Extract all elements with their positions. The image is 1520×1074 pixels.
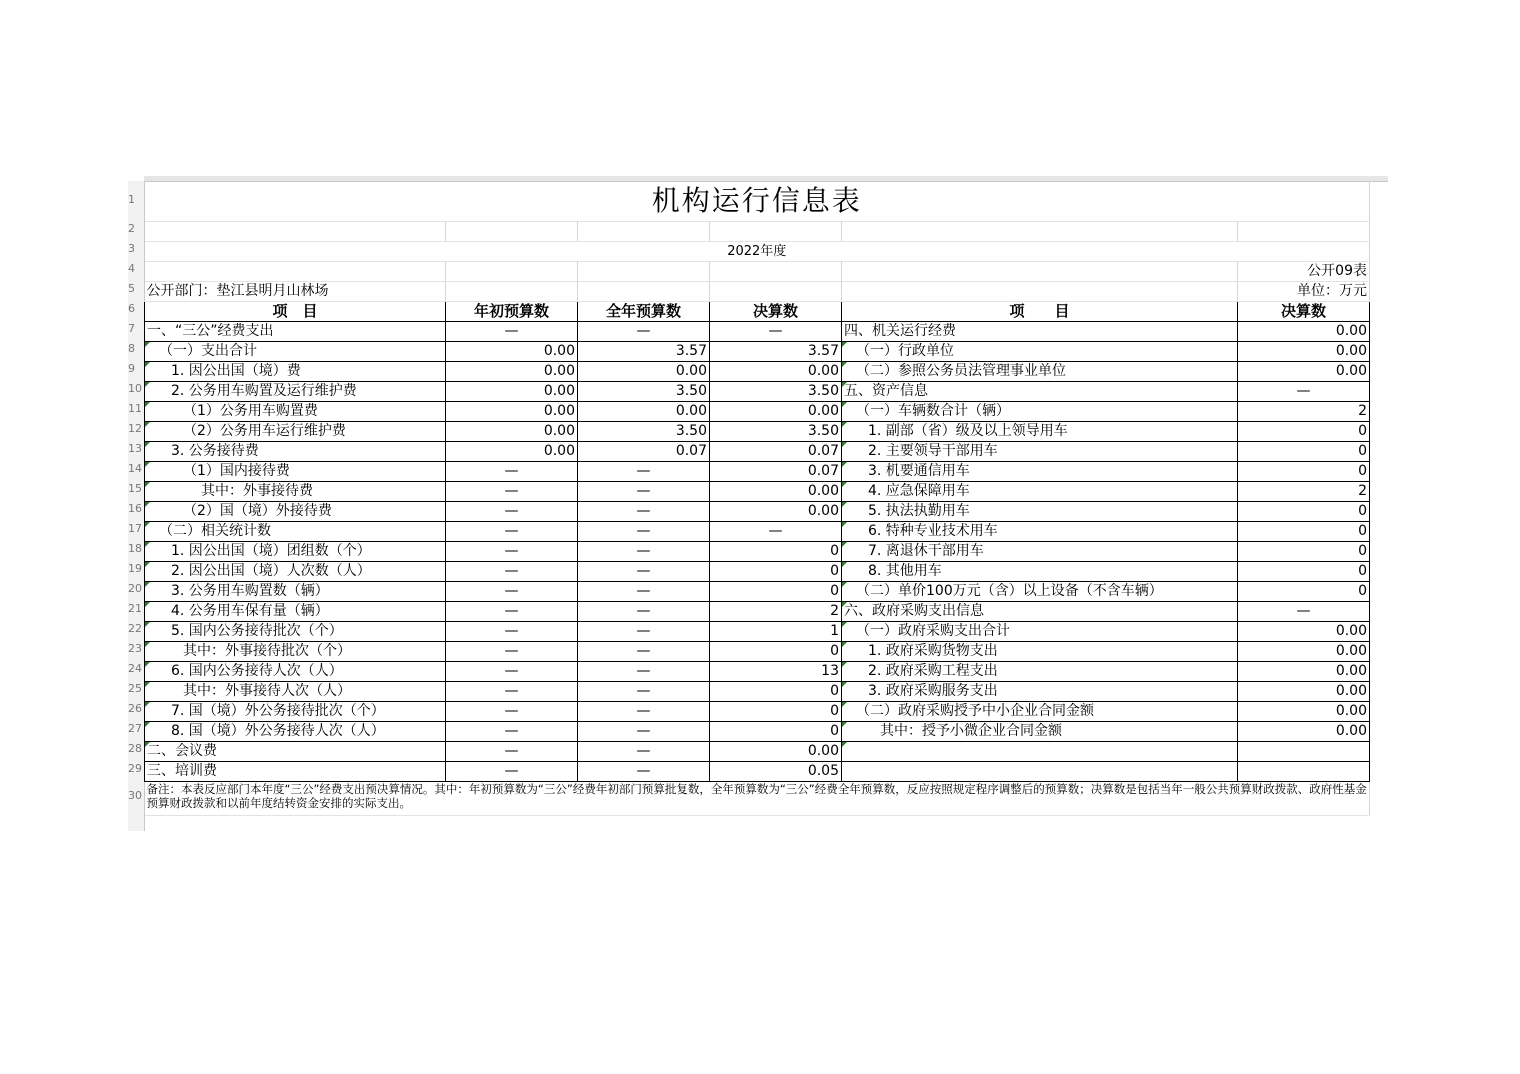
row-full-budget: — [578, 582, 710, 602]
row-final: 13 [710, 662, 842, 682]
row-initial-budget: — [446, 582, 578, 602]
row-final-right: 0.00 [1238, 682, 1370, 702]
table-row [145, 562, 1370, 582]
row-item-right: 3. 政府采购服务支出 [842, 682, 1238, 702]
row-final-right: 0 [1238, 542, 1370, 562]
row-final-right: 0 [1238, 422, 1370, 442]
table-row [145, 382, 1370, 402]
row-item-right: （二）单价100万元（含）以上设备（不含车辆） [842, 582, 1238, 602]
row-final: 0 [710, 542, 842, 562]
table-row [145, 402, 1370, 422]
row-initial-budget: — [446, 562, 578, 582]
row-full-budget: — [578, 762, 710, 782]
row-header-strip [128, 181, 145, 831]
row-initial-budget: — [446, 462, 578, 482]
table-row [145, 642, 1370, 662]
row-item: 3. 公务用车购置数（辆） [145, 582, 446, 602]
row-item-right: 1. 政府采购货物支出 [842, 642, 1238, 662]
row-item-right: （一）车辆数合计（辆） [842, 402, 1238, 422]
row-initial-budget: — [446, 682, 578, 702]
header-final-right: 决算数 [1238, 302, 1370, 322]
row-final: 0 [710, 642, 842, 662]
row-final-right: 0.00 [1238, 322, 1370, 342]
row-number[interactable]: 10 [128, 383, 142, 395]
row-initial-budget: 0.00 [446, 362, 578, 382]
row-full-budget: — [578, 642, 710, 662]
row-item: 二、会议费 [145, 742, 446, 762]
row-full-budget: — [578, 322, 710, 342]
row-item: （一）支出合计 [145, 342, 446, 362]
table-row [145, 702, 1370, 722]
table-row [145, 502, 1370, 522]
row-number[interactable]: 15 [128, 483, 142, 495]
row-final-right: 0.00 [1238, 622, 1370, 642]
row-final-right: 0 [1238, 562, 1370, 582]
row-item-right: 2. 政府采购工程支出 [842, 662, 1238, 682]
row-final: — [710, 522, 842, 542]
row-initial-budget: 0.00 [446, 382, 578, 402]
row-full-budget: — [578, 502, 710, 522]
row-number[interactable]: 26 [128, 703, 142, 715]
header-item-right: 项 目 [842, 302, 1238, 322]
row-item: 8. 国（境）外公务接待人次（人） [145, 722, 446, 742]
row-final-right: 0.00 [1238, 362, 1370, 382]
row-item: 其中：外事接待人次（人） [145, 682, 446, 702]
row-final-right: 0 [1238, 502, 1370, 522]
row-number[interactable]: 25 [128, 683, 142, 695]
row-final: — [710, 322, 842, 342]
row-initial-budget: — [446, 662, 578, 682]
info-table [144, 181, 1370, 816]
row-number[interactable]: 20 [128, 583, 142, 595]
row-item-right: 5. 执法执勤用车 [842, 502, 1238, 522]
row-full-budget: — [578, 562, 710, 582]
header-item: 项 目 [145, 302, 446, 322]
row-item-right: （一）政府采购支出合计 [842, 622, 1238, 642]
row-final: 3.50 [710, 422, 842, 442]
row-final-right: 0 [1238, 462, 1370, 482]
row-final-right: — [1238, 602, 1370, 622]
row-number[interactable]: 2 [128, 223, 135, 235]
row-initial-budget: — [446, 482, 578, 502]
header-final: 决算数 [710, 302, 842, 322]
row-initial-budget: — [446, 542, 578, 562]
row-item: 1. 因公出国（境）费 [145, 362, 446, 382]
table-row [145, 542, 1370, 562]
unit-label: 单位：万元 [1238, 282, 1370, 302]
row-number[interactable]: 11 [128, 403, 142, 415]
row-final-right: 0.00 [1238, 702, 1370, 722]
row-item-right: 五、资产信息 [842, 382, 1238, 402]
row-final: 0.00 [710, 482, 842, 502]
row-initial-budget: — [446, 502, 578, 522]
table-row [145, 722, 1370, 742]
row-initial-budget: — [446, 602, 578, 622]
row-final-right [1238, 742, 1370, 762]
row-full-budget: — [578, 682, 710, 702]
table-row [145, 482, 1370, 502]
row-item: （1）公务用车购置费 [145, 402, 446, 422]
row-item: 1. 因公出国（境）团组数（个） [145, 542, 446, 562]
row-final-right: 0 [1238, 442, 1370, 462]
row-number[interactable]: 9 [128, 363, 135, 375]
row-item-right: 四、机关运行经费 [842, 322, 1238, 342]
row-final: 0.07 [710, 442, 842, 462]
row-number[interactable]: 16 [128, 503, 142, 515]
row-number[interactable]: 12 [128, 423, 142, 435]
row-item-right: 六、政府采购支出信息 [842, 602, 1238, 622]
fiscal-year: 2022年度 [145, 242, 1370, 262]
row-item-right: 6. 特种专业技术用车 [842, 522, 1238, 542]
row-item: 其中：外事接待费 [145, 482, 446, 502]
row-final-right: 0.00 [1238, 662, 1370, 682]
row-full-budget: 3.50 [578, 422, 710, 442]
row-item: （1）国内接待费 [145, 462, 446, 482]
row-full-budget: 3.50 [578, 382, 710, 402]
row-item: 3. 公务接待费 [145, 442, 446, 462]
row-final-right: 2 [1238, 402, 1370, 422]
row-full-budget: 0.00 [578, 362, 710, 382]
row-item-right: （二）参照公务员法管理事业单位 [842, 362, 1238, 382]
row-item-right: 2. 主要领导干部用车 [842, 442, 1238, 462]
row-final: 0.00 [710, 502, 842, 522]
row-number[interactable]: 30 [128, 790, 142, 802]
row-number[interactable]: 22 [128, 623, 142, 635]
row-final: 0.00 [710, 362, 842, 382]
table-row [145, 462, 1370, 482]
row-initial-budget: — [446, 622, 578, 642]
row-final: 0 [710, 562, 842, 582]
row-number[interactable]: 6 [128, 303, 135, 315]
row-item-right [842, 762, 1238, 782]
row-initial-budget: — [446, 522, 578, 542]
row-final-right: 0 [1238, 522, 1370, 542]
row-final: 0 [710, 702, 842, 722]
table-row [145, 342, 1370, 362]
row-full-budget: — [578, 622, 710, 642]
row-full-budget: — [578, 742, 710, 762]
department-label: 公开部门：垫江县明月山林场 [145, 282, 446, 302]
row-item-right [842, 742, 1238, 762]
row-final: 0.07 [710, 462, 842, 482]
row-initial-budget: — [446, 642, 578, 662]
row-full-budget: — [578, 542, 710, 562]
header-initial-budget: 年初预算数 [446, 302, 578, 322]
row-item-right: 7. 离退休干部用车 [842, 542, 1238, 562]
row-initial-budget: — [446, 322, 578, 342]
table-row [145, 362, 1370, 382]
row-full-budget: — [578, 522, 710, 542]
table-row [145, 442, 1370, 462]
row-final-right: 0 [1238, 582, 1370, 602]
row-final: 0.00 [710, 742, 842, 762]
row-number[interactable]: 27 [128, 723, 142, 735]
row-final: 2 [710, 602, 842, 622]
row-final-right: 2 [1238, 482, 1370, 502]
row-initial-budget: 0.00 [446, 342, 578, 362]
row-full-budget: — [578, 482, 710, 502]
row-full-budget: — [578, 462, 710, 482]
form-number: 公开09表 [1238, 262, 1370, 282]
row-item-right: 8. 其他用车 [842, 562, 1238, 582]
row-full-budget: 0.00 [578, 402, 710, 422]
row-number[interactable]: 24 [128, 663, 142, 675]
row-number[interactable]: 13 [128, 443, 142, 455]
row-item-right: （二）政府采购授予中小企业合同金额 [842, 702, 1238, 722]
row-number[interactable]: 5 [128, 283, 135, 295]
row-item-right: 4. 应急保障用车 [842, 482, 1238, 502]
row-item: （2）国（境）外接待费 [145, 502, 446, 522]
row-initial-budget: — [446, 762, 578, 782]
row-final: 3.50 [710, 382, 842, 402]
row-initial-budget: 0.00 [446, 442, 578, 462]
row-initial-budget: — [446, 722, 578, 742]
header-full-budget: 全年预算数 [578, 302, 710, 322]
row-final: 0.05 [710, 762, 842, 782]
row-final-right [1238, 762, 1370, 782]
table-row [145, 742, 1370, 762]
row-item: （二）相关统计数 [145, 522, 446, 542]
row-final-right: 0.00 [1238, 642, 1370, 662]
row-final: 0 [710, 682, 842, 702]
row-item-right: 3. 机要通信用车 [842, 462, 1238, 482]
table-title: 机构运行信息表 [145, 181, 1370, 222]
row-item: 5. 国内公务接待批次（个） [145, 622, 446, 642]
table-row [145, 582, 1370, 602]
row-number[interactable]: 21 [128, 603, 142, 615]
table-row [145, 762, 1370, 782]
row-final: 0 [710, 722, 842, 742]
table-row [145, 322, 1370, 342]
table-row [145, 422, 1370, 442]
row-initial-budget: — [446, 742, 578, 762]
row-full-budget: — [578, 722, 710, 742]
row-final-right: 0.00 [1238, 342, 1370, 362]
footnote: 备注：本表反应部门本年度“三公”经费支出预决算情况。其中：年初预算数为“三公”经费年初部门预算批复数，全年预算数为“三公”经费全年预算数，反应按照规定程序调整后的预算数；决算数是包括当年一般公共预算财政拨款、政府性基金预算财政拨款和以前年度结转资金安排的实际支出。 [145, 782, 1370, 816]
row-item: 三、培训费 [145, 762, 446, 782]
row-final-right: 0.00 [1238, 722, 1370, 742]
row-number[interactable]: 17 [128, 523, 142, 535]
row-item-right: 1. 副部（省）级及以上领导用车 [842, 422, 1238, 442]
row-full-budget: 0.07 [578, 442, 710, 462]
table-row [145, 682, 1370, 702]
row-item: 6. 国内公务接待人次（人） [145, 662, 446, 682]
row-full-budget: 3.57 [578, 342, 710, 362]
row-number[interactable]: 4 [128, 263, 135, 275]
row-full-budget: — [578, 702, 710, 722]
row-number[interactable]: 29 [128, 763, 142, 775]
row-item: （2）公务用车运行维护费 [145, 422, 446, 442]
row-item: 一、“三公”经费支出 [145, 322, 446, 342]
row-final-right: — [1238, 382, 1370, 402]
table-row [145, 602, 1370, 622]
table-row [145, 662, 1370, 682]
row-full-budget: — [578, 602, 710, 622]
table-row [145, 522, 1370, 542]
row-number[interactable]: 1 [128, 194, 135, 206]
row-item-right: 其中：授予小微企业合同金额 [842, 722, 1238, 742]
table-row [145, 622, 1370, 642]
row-item: 4. 公务用车保有量（辆） [145, 602, 446, 622]
row-item-right: （一）行政单位 [842, 342, 1238, 362]
row-number[interactable]: 3 [128, 243, 135, 255]
row-final: 0 [710, 582, 842, 602]
row-final: 1 [710, 622, 842, 642]
row-item: 2. 因公出国（境）人次数（人） [145, 562, 446, 582]
row-number[interactable]: 14 [128, 463, 142, 475]
row-number[interactable]: 19 [128, 563, 142, 575]
row-full-budget: — [578, 662, 710, 682]
row-final: 0.00 [710, 402, 842, 422]
row-initial-budget: — [446, 702, 578, 722]
row-item: 2. 公务用车购置及运行维护费 [145, 382, 446, 402]
row-number[interactable]: 7 [128, 323, 135, 335]
row-number[interactable]: 8 [128, 343, 135, 355]
row-number[interactable]: 28 [128, 743, 142, 755]
row-initial-budget: 0.00 [446, 422, 578, 442]
row-item: 其中：外事接待批次（个） [145, 642, 446, 662]
row-number[interactable]: 18 [128, 543, 142, 555]
row-initial-budget: 0.00 [446, 402, 578, 422]
row-item: 7. 国（境）外公务接待批次（个） [145, 702, 446, 722]
row-final: 3.57 [710, 342, 842, 362]
row-number[interactable]: 23 [128, 643, 142, 655]
